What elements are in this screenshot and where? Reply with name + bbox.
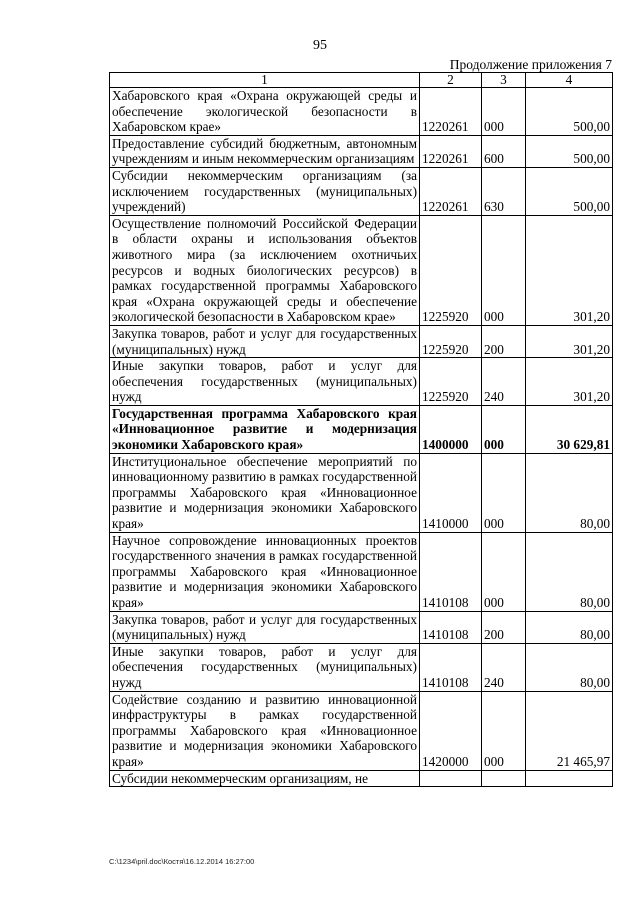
table-row <box>110 611 613 643</box>
header-cell-1: 1 <box>110 73 420 88</box>
type-cell: 240 <box>482 358 526 406</box>
code-cell: 1220261 <box>420 167 482 215</box>
table-row <box>110 88 613 136</box>
type-cell: 200 <box>482 611 526 643</box>
name-cell: Предоставление субсидий бюджетным, автономным учреждениям и иным некоммерческим организациям <box>110 135 420 167</box>
file-path-footer: C:\1234\pril.doc\Костя\16.12.2014 16:27:00 <box>109 857 255 866</box>
table-row <box>110 691 613 770</box>
name-cell: Хабаровского края «Охрана окружающей среды и обеспечение экологической безопасности в Хабаровском крае» <box>110 88 420 136</box>
sum-cell: 500,00 <box>526 135 613 167</box>
type-cell: 630 <box>482 167 526 215</box>
type-cell: 000 <box>482 691 526 770</box>
header-cell-4: 4 <box>526 73 613 88</box>
sum-cell: 301,20 <box>526 325 613 357</box>
table-row <box>110 405 613 453</box>
table-row <box>110 643 613 691</box>
code-cell: 1410108 <box>420 532 482 611</box>
sum-cell: 500,00 <box>526 88 613 136</box>
name-cell: Закупка товаров, работ и услуг для государственных (муниципальных) нужд <box>110 325 420 357</box>
table-row <box>110 135 613 167</box>
sum-cell: 30 629,81 <box>526 405 613 453</box>
code-cell: 1420000 <box>420 691 482 770</box>
type-cell: 000 <box>482 88 526 136</box>
code-cell: 1410108 <box>420 611 482 643</box>
code-cell: 1410000 <box>420 453 482 532</box>
name-cell: Государственная программа Хабаровского края «Инновационное развитие и модернизация экономики Хабаровского края» <box>110 405 420 453</box>
name-cell: Иные закупки товаров, работ и услуг для обеспечения государственных (муниципальных) нужд <box>110 643 420 691</box>
type-cell: 000 <box>482 532 526 611</box>
type-cell: 200 <box>482 325 526 357</box>
table-row <box>110 453 613 532</box>
name-cell: Субсидии некоммерческим организациям, не <box>110 770 420 787</box>
type-cell: 000 <box>482 453 526 532</box>
sum-cell: 80,00 <box>526 611 613 643</box>
code-cell: 1225920 <box>420 215 482 325</box>
header-cell-3: 3 <box>482 73 526 88</box>
sum-cell: 21 465,97 <box>526 691 613 770</box>
type-cell: 000 <box>482 405 526 453</box>
name-cell: Закупка товаров, работ и услуг для государственных (муниципальных) нужд <box>110 611 420 643</box>
sum-cell: 301,20 <box>526 358 613 406</box>
code-cell <box>420 770 482 787</box>
name-cell: Институциональное обеспечение мероприятий по инновационному развитию в рамках государственной программы Хабаровского края «Инновационное развитие и модернизация экономики Хабаровского края» <box>110 453 420 532</box>
type-cell: 240 <box>482 643 526 691</box>
name-cell: Научное сопровождение инновационных проектов государственного значения в рамках государственной программы Хабаровского края «Инновационное развитие и модернизация экономики Хабаровского края» <box>110 532 420 611</box>
budget-table <box>109 72 613 787</box>
code-cell: 1225920 <box>420 325 482 357</box>
table-row <box>110 532 613 611</box>
sum-cell: 80,00 <box>526 643 613 691</box>
code-cell: 1220261 <box>420 88 482 136</box>
table-row <box>110 167 613 215</box>
type-cell: 600 <box>482 135 526 167</box>
header-row <box>110 73 613 88</box>
name-cell: Содействие созданию и развитию инновационной инфраструктуры в рамках государственной программы Хабаровского края «Инновационное развитие и модернизация экономики Хабаровского края» <box>110 691 420 770</box>
code-cell: 1225920 <box>420 358 482 406</box>
continuation-caption: Продолжение приложения 7 <box>449 57 612 72</box>
table-row <box>110 215 613 325</box>
header-cell-2: 2 <box>420 73 482 88</box>
type-cell <box>482 770 526 787</box>
sum-cell: 500,00 <box>526 167 613 215</box>
code-cell: 1410108 <box>420 643 482 691</box>
code-cell: 1220261 <box>420 135 482 167</box>
page-number: 95 <box>313 38 327 53</box>
sum-cell: 80,00 <box>526 453 613 532</box>
code-cell: 1400000 <box>420 405 482 453</box>
table-row <box>110 358 613 406</box>
name-cell: Осуществление полномочий Российской Федерации в области охраны и использования объектов животного мира (за исключением охотничьих ресурсов и водных биологических ресурсов) в рамках государственной программы Хабаровского края «Охрана окружающей среды и обеспечение экологической безопасности в Хабаровском крае» <box>110 215 420 325</box>
sum-cell: 80,00 <box>526 532 613 611</box>
sum-cell: 301,20 <box>526 215 613 325</box>
name-cell: Иные закупки товаров, работ и услуг для обеспечения государственных (муниципальных) нужд <box>110 358 420 406</box>
sum-cell <box>526 770 613 787</box>
table-row <box>110 770 613 787</box>
name-cell: Субсидии некоммерческим организациям (за исключением государственных (муниципальных) учреждений) <box>110 167 420 215</box>
type-cell: 000 <box>482 215 526 325</box>
table-row <box>110 325 613 357</box>
